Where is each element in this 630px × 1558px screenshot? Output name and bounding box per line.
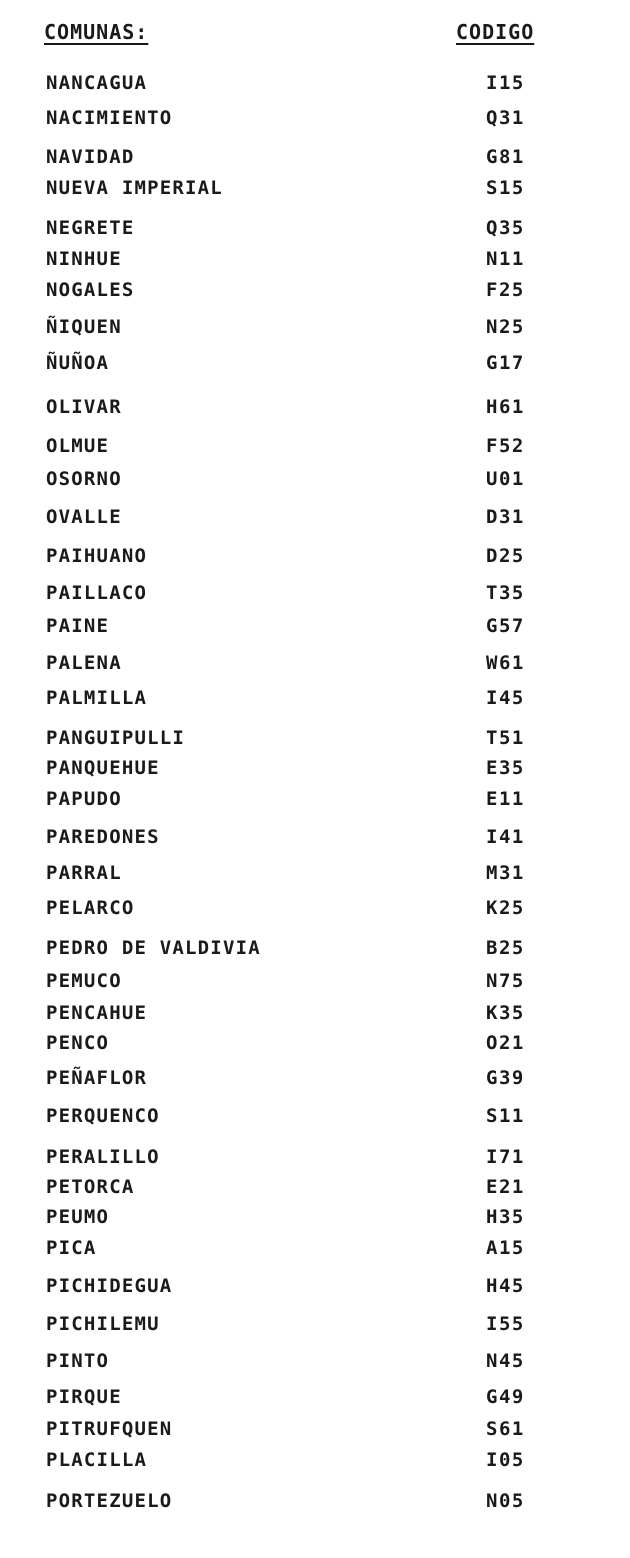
list-item <box>0 217 630 243</box>
comuna-code: H61 <box>486 396 525 418</box>
comuna-code: H45 <box>486 1275 525 1297</box>
comuna-name: NUEVA IMPERIAL <box>46 177 223 199</box>
list-item <box>0 582 630 608</box>
comuna-code: N45 <box>486 1350 525 1372</box>
list-item <box>0 1146 630 1172</box>
comuna-name: ÑUÑOA <box>46 352 110 374</box>
comuna-code: G39 <box>486 1067 525 1089</box>
comuna-name: PAREDONES <box>46 826 160 848</box>
list-item <box>0 1350 630 1376</box>
comuna-code: H35 <box>486 1206 525 1228</box>
comuna-code: D31 <box>486 506 525 528</box>
list-item <box>0 1176 630 1202</box>
comuna-code: I15 <box>486 72 525 94</box>
list-item <box>0 107 630 133</box>
list-item <box>0 897 630 923</box>
comuna-name: PEDRO DE VALDIVIA <box>46 937 261 959</box>
list-item <box>0 826 630 852</box>
comuna-name: ÑIQUEN <box>46 316 122 338</box>
list-item <box>0 545 630 571</box>
list-item <box>0 1237 630 1263</box>
comuna-code: I55 <box>486 1313 525 1335</box>
comuna-code: E21 <box>486 1176 525 1198</box>
list-item <box>0 506 630 532</box>
list-item <box>0 1002 630 1028</box>
list-item <box>0 1490 630 1516</box>
comuna-name: PLACILLA <box>46 1449 148 1471</box>
comuna-code: U01 <box>486 468 525 490</box>
list-item <box>0 687 630 713</box>
list-item <box>0 1386 630 1412</box>
comuna-code: E11 <box>486 788 525 810</box>
list-item <box>0 72 630 98</box>
list-item <box>0 352 630 378</box>
comuna-name: PALMILLA <box>46 687 148 709</box>
list-item <box>0 1032 630 1058</box>
comuna-code: Q35 <box>486 217 525 239</box>
comuna-name: PEÑAFLOR <box>46 1067 148 1089</box>
list-item <box>0 1418 630 1444</box>
list-item <box>0 937 630 963</box>
list-item <box>0 248 630 274</box>
comuna-name: PORTEZUELO <box>46 1490 173 1512</box>
list-item <box>0 615 630 641</box>
comuna-name: NAVIDAD <box>46 146 135 168</box>
comuna-code: G49 <box>486 1386 525 1408</box>
comuna-code: I45 <box>486 687 525 709</box>
comuna-code: T35 <box>486 582 525 604</box>
comuna-name: PERALILLO <box>46 1146 160 1168</box>
list-item <box>0 1275 630 1301</box>
list-item <box>0 396 630 422</box>
list-item <box>0 1206 630 1232</box>
list-item <box>0 468 630 494</box>
list-item <box>0 1067 630 1093</box>
comuna-name: PEMUCO <box>46 970 122 992</box>
comuna-code: N75 <box>486 970 525 992</box>
comuna-name: PEUMO <box>46 1206 110 1228</box>
comuna-code: T51 <box>486 727 525 749</box>
list-item <box>0 1313 630 1339</box>
list-item <box>0 757 630 783</box>
comuna-name: NANCAGUA <box>46 72 148 94</box>
comuna-code: S15 <box>486 177 525 199</box>
comuna-code: A15 <box>486 1237 525 1259</box>
comuna-name: PENCAHUE <box>46 1002 148 1024</box>
comuna-code: I41 <box>486 826 525 848</box>
comuna-name: PANGUIPULLI <box>46 727 186 749</box>
comuna-name: NOGALES <box>46 279 135 301</box>
comuna-code: B25 <box>486 937 525 959</box>
comuna-name: OVALLE <box>46 506 122 528</box>
comuna-name: PETORCA <box>46 1176 135 1198</box>
comuna-name: PENCO <box>46 1032 110 1054</box>
comuna-code: N25 <box>486 316 525 338</box>
comuna-name: PALENA <box>46 652 122 674</box>
list-item <box>0 177 630 203</box>
comuna-name: PIRQUE <box>46 1386 122 1408</box>
comuna-code: G57 <box>486 615 525 637</box>
comuna-code: Q31 <box>486 107 525 129</box>
comuna-code: E35 <box>486 757 525 779</box>
comuna-name: OLMUE <box>46 435 110 457</box>
comuna-code: S61 <box>486 1418 525 1440</box>
comuna-code: F52 <box>486 435 525 457</box>
comuna-name: OLIVAR <box>46 396 122 418</box>
comuna-name: PAINE <box>46 615 110 637</box>
comuna-code: G17 <box>486 352 525 374</box>
comuna-name: PAPUDO <box>46 788 122 810</box>
comuna-name: PITRUFQUEN <box>46 1418 173 1440</box>
comuna-name: PICHILEMU <box>46 1313 160 1335</box>
comuna-name: PERQUENCO <box>46 1105 160 1127</box>
comuna-code: O21 <box>486 1032 525 1054</box>
comuna-code: I05 <box>486 1449 525 1471</box>
comuna-code: M31 <box>486 862 525 884</box>
comuna-name: PICHIDEGUA <box>46 1275 173 1297</box>
list-item <box>0 316 630 342</box>
list-item <box>0 1105 630 1131</box>
comuna-name: NEGRETE <box>46 217 135 239</box>
comuna-name: NINHUE <box>46 248 122 270</box>
list-item <box>0 862 630 888</box>
comuna-name: OSORNO <box>46 468 122 490</box>
list-item <box>0 146 630 172</box>
comuna-code: K25 <box>486 897 525 919</box>
column-header-codigo: CODIGO <box>456 20 535 44</box>
comuna-name: PICA <box>46 1237 97 1259</box>
comuna-name: PAIHUANO <box>46 545 148 567</box>
comuna-name: PARRAL <box>46 862 122 884</box>
comuna-code: G81 <box>486 146 525 168</box>
comuna-name: PAILLACO <box>46 582 148 604</box>
list-item <box>0 652 630 678</box>
list-item <box>0 279 630 305</box>
comuna-code: I71 <box>486 1146 525 1168</box>
comuna-code: S11 <box>486 1105 525 1127</box>
comuna-code: K35 <box>486 1002 525 1024</box>
list-item <box>0 1449 630 1475</box>
comuna-name: PINTO <box>46 1350 110 1372</box>
comuna-code: N11 <box>486 248 525 270</box>
list-item <box>0 970 630 996</box>
comuna-name: PANQUEHUE <box>46 757 160 779</box>
comuna-name: PELARCO <box>46 897 135 919</box>
column-header-comunas: COMUNAS: <box>44 20 149 44</box>
comuna-code: W61 <box>486 652 525 674</box>
list-item <box>0 727 630 753</box>
comuna-code: N05 <box>486 1490 525 1512</box>
comuna-code: F25 <box>486 279 525 301</box>
list-item <box>0 435 630 461</box>
comuna-name: NACIMIENTO <box>46 107 173 129</box>
comuna-code: D25 <box>486 545 525 567</box>
list-item <box>0 788 630 814</box>
